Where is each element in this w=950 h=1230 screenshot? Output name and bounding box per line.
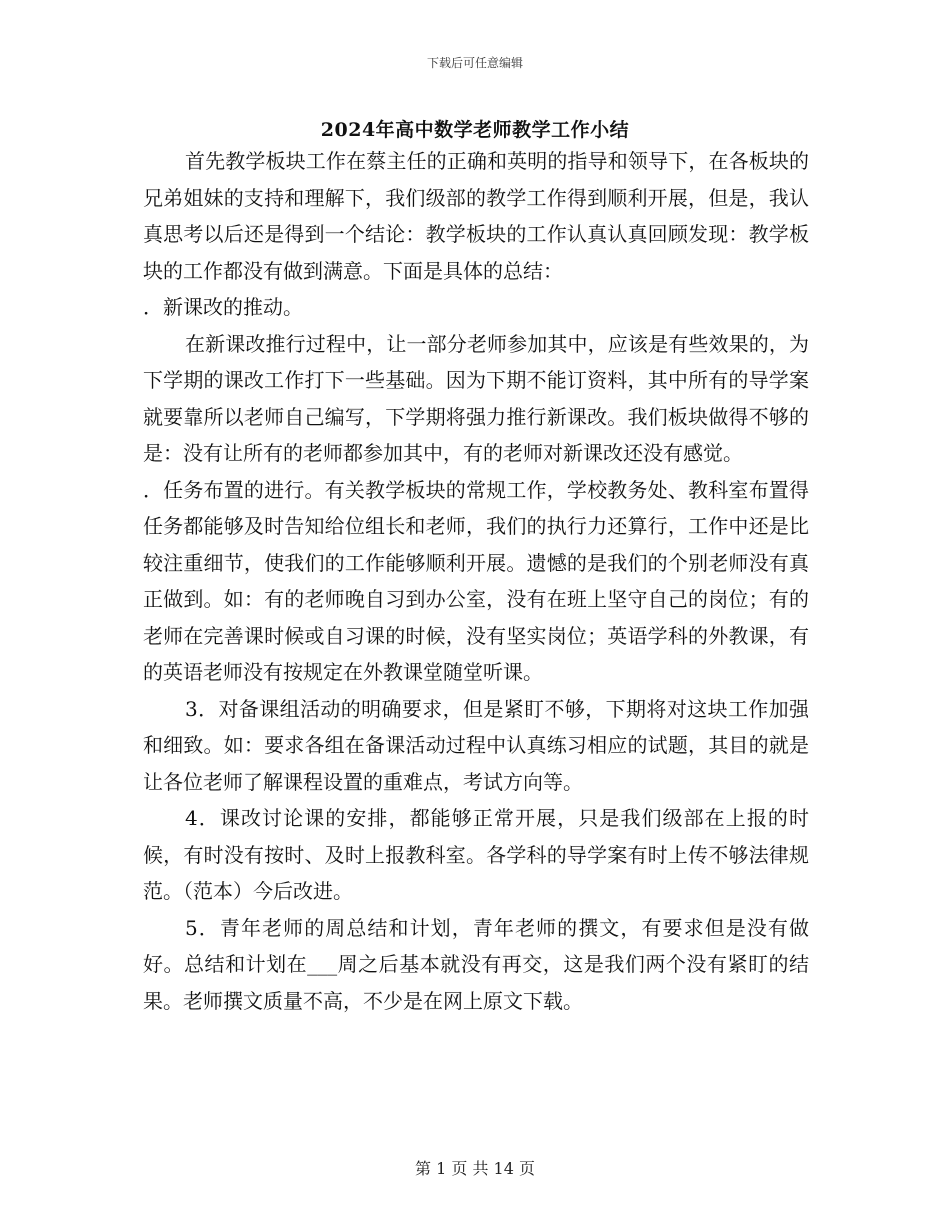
paragraph-item-3: 3．对备课组活动的明确要求，但是紧盯不够，下期将对这块工作加强和细致。如：要求各组在备课活动过程中认真练习相应的试题，其目的就是让各位老师了解课程设置的重难点，考试方向等。 [143, 696, 809, 794]
header-note: 下载后可任意编辑 [426, 56, 523, 70]
paragraph-new-curriculum-detail: 在新课改推行过程中，让一部分老师参加其中，应该是有些效果的，为下学期的课改工作打下一些基础。因为下期不能订资料，其中所有的导学案就要靠所以老师自己编写，下学期将强力推行新课改。我们板块做得不够的是：没有让所有的老师都参加其中，有的老师对新课改还没有感觉。 [143, 331, 809, 465]
paragraph-task-assignment: ．任务布置的进行。有关教学板块的常规工作，学校教务处、教科室布置得任务都能够及时告知给位组长和老师，我们的执行力还算行，工作中还是比较注重细节，使我们的工作能够顺利开展。遗憾的是我们的个别老师没有真正做到。如：有的老师晚自习到办公室，没有在班上坚守自己的岗位；有的老师在完善课时候或自习课的时候，没有坚实岗位；英语学科的外教课，有的英语老师没有按规定在外教课堂随堂听课。 [143, 477, 809, 684]
page-number-footer: 第 1 页 共 14 页 [415, 1159, 535, 1178]
paragraph-section-new-curriculum: ．新课改的推动。 [143, 295, 303, 319]
document-title: 2024年高中数学老师教学工作小结 [320, 119, 630, 141]
paragraph-item-4: 4．课改讨论课的安排，都能够正常开展，只是我们级部在上报的时候，有时没有按时、及时上报教科室。各学科的导学案有时上传不够法律规范。（范本）今后改进。 [143, 806, 809, 903]
paragraph-item-5: 5．青年老师的周总结和计划，青年老师的撰文，有要求但是没有做好。总结和计划在___周之后基本就没有再交，这是我们两个没有紧盯的结果。老师撰文质量不高，不少是在网上原文下载。 [143, 915, 809, 1013]
paragraph-intro: 首先教学板块工作在蔡主任的正确和英明的指导和领导下，在各板块的兄弟姐妹的支持和理解下，我们级部的教学工作得到顺利开展，但是，我认真思考以后还是得到一个结论：教学板块的工作认真认真回顾发现：教学板块的工作都没有做到满意。下面是具体的总结： [143, 149, 809, 283]
document-body [143, 143, 809, 1019]
